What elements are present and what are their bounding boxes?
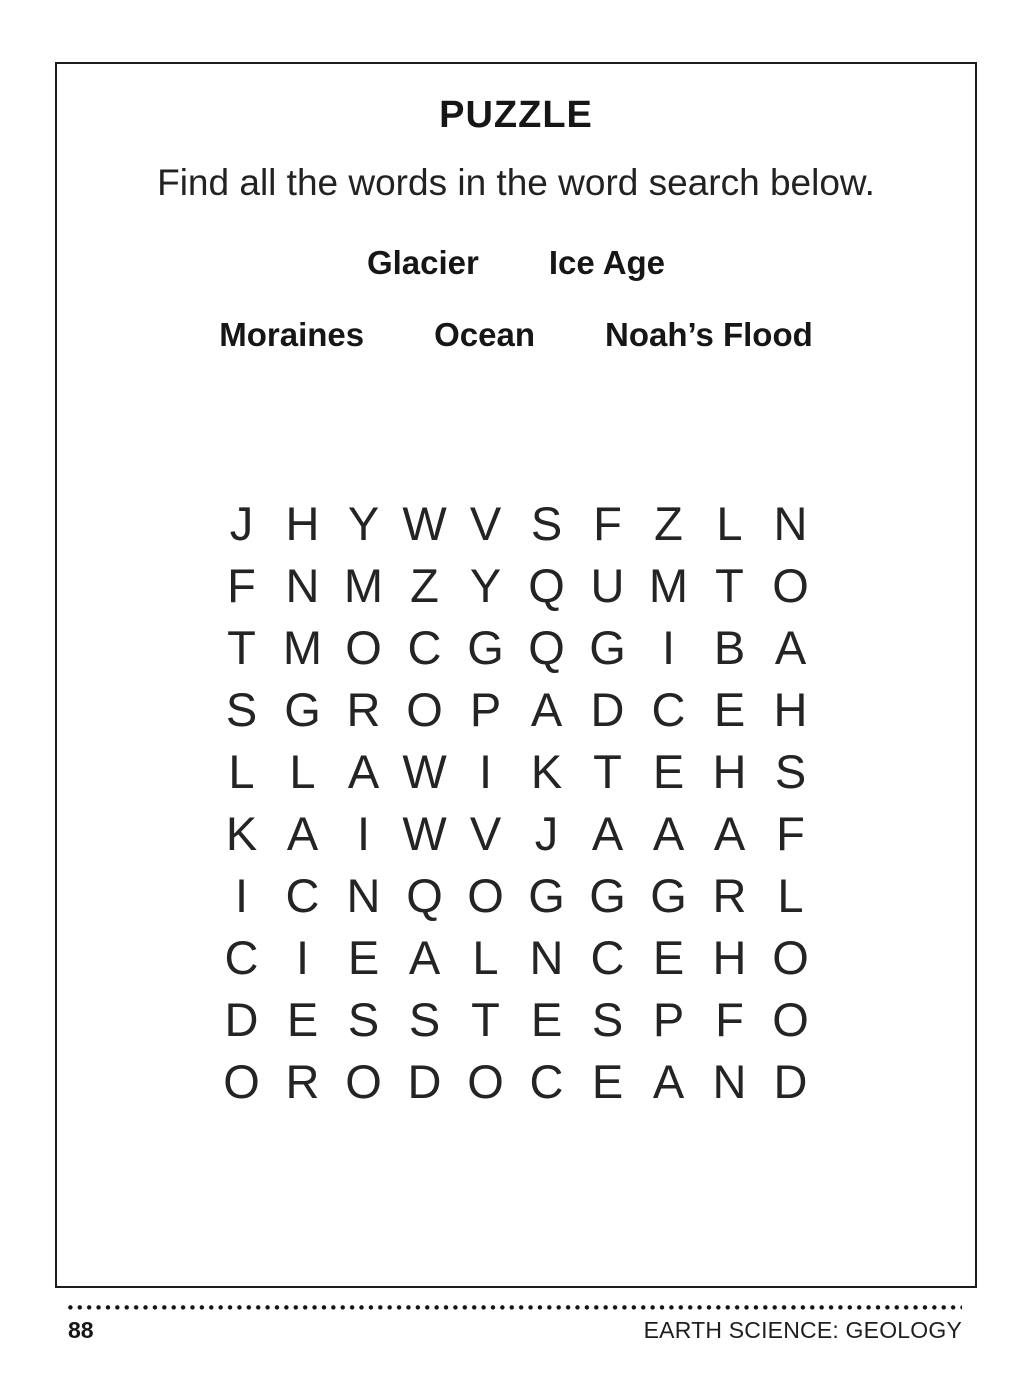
grid-letter: H bbox=[285, 496, 320, 550]
grid-letter: Q bbox=[528, 620, 565, 674]
grid-letter: M bbox=[648, 558, 689, 612]
grid-letter: O bbox=[467, 1054, 504, 1108]
grid-letter: S bbox=[408, 992, 441, 1046]
word-glacier: Glacier bbox=[366, 244, 479, 281]
grid-letter: G bbox=[284, 682, 321, 736]
grid-letter: D bbox=[773, 1054, 808, 1108]
word-search-grid bbox=[211, 492, 821, 1112]
page-number: 88 bbox=[68, 1317, 94, 1343]
grid-letter: W bbox=[402, 806, 447, 860]
grid-letter: Y bbox=[347, 496, 380, 550]
worksheet-border bbox=[55, 62, 977, 1288]
grid-letter: I bbox=[478, 744, 493, 798]
grid-letter: V bbox=[469, 806, 502, 860]
grid-letter: Q bbox=[406, 868, 443, 922]
grid-letter: I bbox=[234, 868, 249, 922]
grid-letter: Q bbox=[528, 558, 565, 612]
grid-letter: N bbox=[773, 496, 808, 550]
grid-letter: R bbox=[346, 682, 381, 736]
grid-letter: M bbox=[343, 558, 384, 612]
page-title: PUZZLE bbox=[439, 94, 593, 136]
word-moraines: Moraines bbox=[219, 316, 365, 353]
word-ocean: Ocean bbox=[434, 316, 535, 353]
puzzle-instruction: Find all the words in the word search below. bbox=[157, 162, 875, 203]
grid-letter: N bbox=[529, 930, 564, 984]
grid-letter: A bbox=[408, 930, 441, 984]
word-bank-row-2 bbox=[57, 316, 975, 354]
grid-letter: H bbox=[773, 682, 808, 736]
grid-letter: E bbox=[652, 930, 685, 984]
grid-letter: E bbox=[713, 682, 746, 736]
grid-letter: O bbox=[772, 930, 809, 984]
grid-letter: R bbox=[285, 1054, 320, 1108]
grid-letter: E bbox=[591, 1054, 624, 1108]
grid-letter: W bbox=[402, 744, 447, 798]
grid-letter: N bbox=[285, 558, 320, 612]
grid-letter: O bbox=[345, 620, 382, 674]
grid-letter: L bbox=[228, 744, 255, 798]
grid-letter: E bbox=[530, 992, 563, 1046]
grid-letter: H bbox=[712, 930, 747, 984]
grid-letter: A bbox=[774, 620, 807, 674]
grid-letter: B bbox=[713, 620, 746, 674]
word-bank-row-1 bbox=[57, 244, 975, 282]
word-noahs-flood: Noah’s Flood bbox=[605, 316, 813, 353]
grid-letter: S bbox=[225, 682, 258, 736]
grid-letter: C bbox=[224, 930, 259, 984]
grid-letter: L bbox=[716, 496, 743, 550]
grid-letter: I bbox=[356, 806, 371, 860]
grid-letter: S bbox=[774, 744, 807, 798]
grid-letter: I bbox=[661, 620, 676, 674]
grid-letter: K bbox=[225, 806, 258, 860]
grid-letter: D bbox=[407, 1054, 442, 1108]
grid-letter: P bbox=[652, 992, 685, 1046]
grid-letter: N bbox=[712, 1054, 747, 1108]
grid-letter: I bbox=[295, 930, 310, 984]
grid-letter: F bbox=[776, 806, 805, 860]
grid-letter: V bbox=[469, 496, 502, 550]
grid-letter: D bbox=[590, 682, 625, 736]
grid-letter: A bbox=[713, 806, 746, 860]
grid-letter: Z bbox=[410, 558, 439, 612]
grid-letter: W bbox=[402, 496, 447, 550]
grid-letter: A bbox=[530, 682, 563, 736]
grid-letter: A bbox=[286, 806, 319, 860]
grid-letter: T bbox=[227, 620, 256, 674]
grid-letter: E bbox=[286, 992, 319, 1046]
grid-letter: C bbox=[407, 620, 442, 674]
grid-letter: G bbox=[650, 868, 687, 922]
grid-letter: J bbox=[229, 496, 254, 550]
grid-letter: E bbox=[652, 744, 685, 798]
grid-letter: O bbox=[223, 1054, 260, 1108]
grid-letter: F bbox=[715, 992, 744, 1046]
grid-letter: S bbox=[591, 992, 624, 1046]
page-footer bbox=[68, 1305, 962, 1344]
grid-letter: O bbox=[772, 558, 809, 612]
grid-letter: T bbox=[593, 744, 622, 798]
grid-letter: G bbox=[528, 868, 565, 922]
grid-letter: G bbox=[589, 620, 626, 674]
grid-letter: T bbox=[471, 992, 500, 1046]
grid-letter: F bbox=[593, 496, 622, 550]
grid-letter: O bbox=[467, 868, 504, 922]
grid-letter: G bbox=[589, 868, 626, 922]
grid-letter: P bbox=[469, 682, 502, 736]
grid-letter: O bbox=[772, 992, 809, 1046]
grid-letter: S bbox=[347, 992, 380, 1046]
grid-letter: O bbox=[406, 682, 443, 736]
grid-letter: C bbox=[590, 930, 625, 984]
grid-letter: Y bbox=[469, 558, 502, 612]
grid-letter: E bbox=[347, 930, 380, 984]
grid-letter: S bbox=[530, 496, 563, 550]
grid-letter: R bbox=[712, 868, 747, 922]
grid-letter: C bbox=[285, 868, 320, 922]
grid-letter: O bbox=[345, 1054, 382, 1108]
footer-divider bbox=[68, 1305, 962, 1310]
grid-letter: K bbox=[530, 744, 563, 798]
grid-letter: L bbox=[472, 930, 499, 984]
grid-letter: A bbox=[591, 806, 624, 860]
grid-letter: H bbox=[712, 744, 747, 798]
grid-letter: C bbox=[529, 1054, 564, 1108]
grid-letter: A bbox=[652, 1054, 685, 1108]
grid-letter: U bbox=[590, 558, 625, 612]
grid-letter: T bbox=[715, 558, 744, 612]
grid-letter: A bbox=[347, 744, 380, 798]
grid-letter: D bbox=[224, 992, 259, 1046]
word-ice-age: Ice Age bbox=[548, 244, 666, 281]
grid-letter: Z bbox=[654, 496, 683, 550]
grid-letter: M bbox=[282, 620, 323, 674]
grid-letter: F bbox=[227, 558, 256, 612]
grid-letter: C bbox=[651, 682, 686, 736]
grid-letter: J bbox=[534, 806, 559, 860]
grid-letter: L bbox=[289, 744, 316, 798]
grid-letter: L bbox=[777, 868, 804, 922]
grid-letter: A bbox=[652, 806, 685, 860]
grid-letter: G bbox=[467, 620, 504, 674]
book-title: EARTH SCIENCE: GEOLOGY bbox=[643, 1317, 962, 1343]
grid-letter: N bbox=[346, 868, 381, 922]
